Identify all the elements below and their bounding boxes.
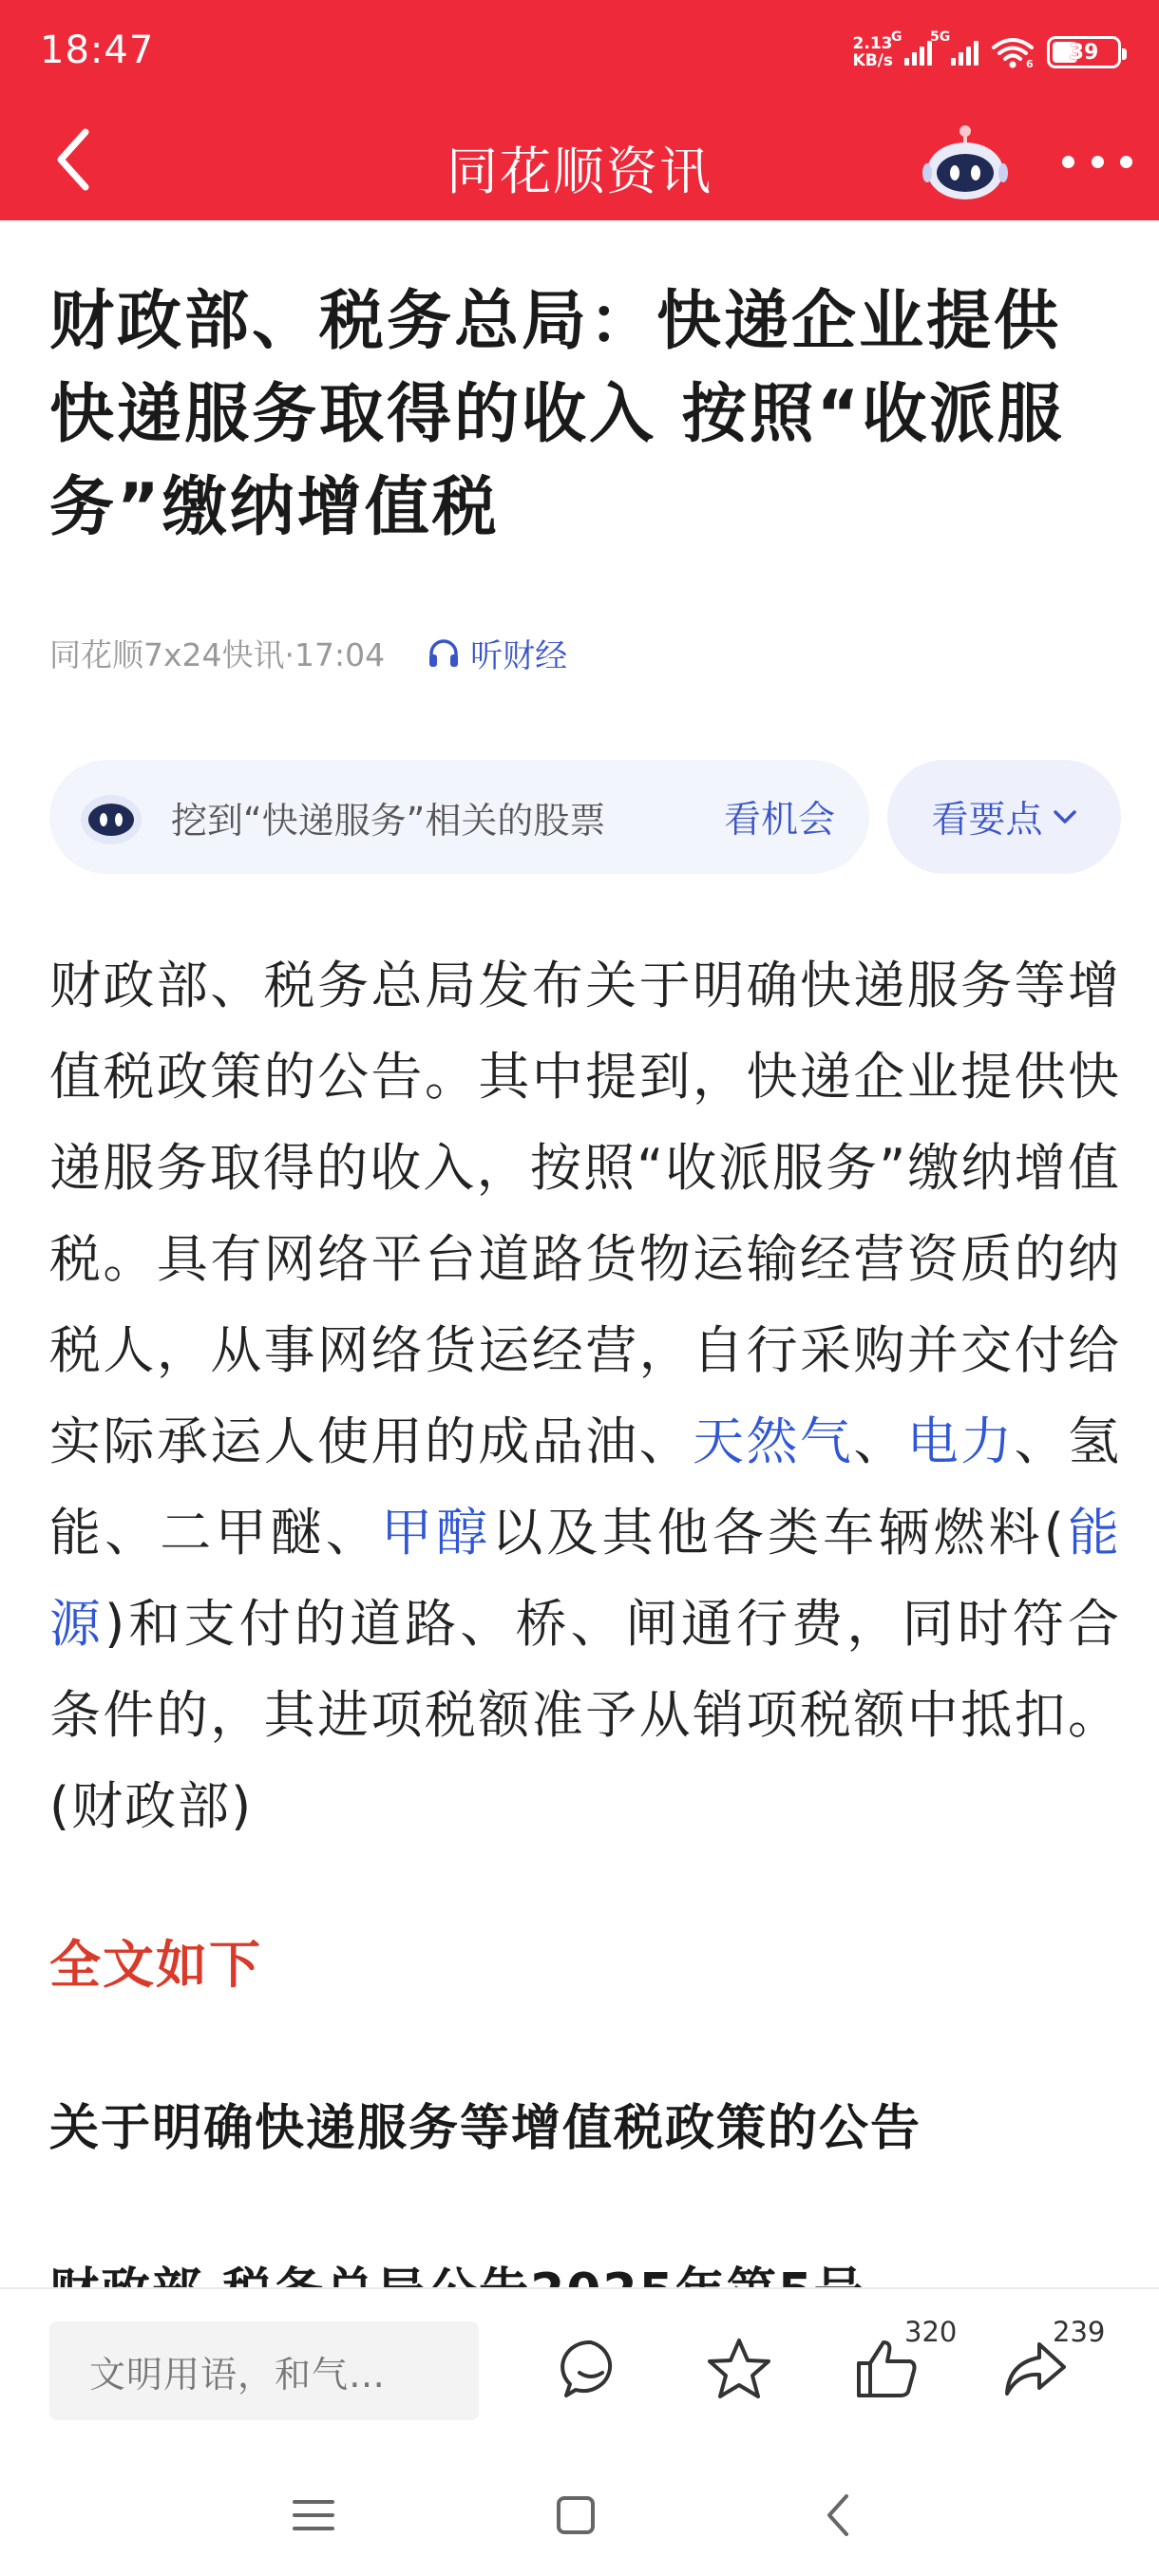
battery-level: 39 bbox=[1069, 40, 1099, 65]
comment-input[interactable]: 文明用语，和气… bbox=[49, 2321, 479, 2420]
menu-icon bbox=[291, 2496, 336, 2534]
network-speed-unit: KB/s bbox=[852, 51, 893, 70]
more-dots-icon bbox=[1062, 156, 1074, 168]
network-speed-value: 2.13 bbox=[852, 34, 893, 53]
like-button[interactable] bbox=[840, 2316, 958, 2416]
system-nav-bar bbox=[0, 2454, 1159, 2576]
app-header bbox=[0, 0, 1159, 220]
signal-tag: G bbox=[891, 29, 902, 45]
ai-robot-icon bbox=[78, 784, 144, 850]
star-icon bbox=[705, 2335, 773, 2403]
bottom-action-bar bbox=[0, 2287, 1159, 2454]
home-button[interactable] bbox=[538, 2477, 614, 2553]
ai-assistant-button[interactable] bbox=[922, 118, 1013, 209]
keyword-link-electricity[interactable]: 电力 bbox=[906, 1411, 1015, 1471]
keyword-link-natural-gas[interactable]: 天然气 bbox=[693, 1411, 854, 1471]
battery-icon bbox=[1047, 36, 1121, 68]
article-meta bbox=[49, 629, 1121, 676]
key-points-button[interactable] bbox=[887, 760, 1121, 874]
comment-bubble-icon bbox=[559, 2337, 623, 2401]
body-separator: 、 bbox=[853, 1411, 907, 1471]
document-title: 关于明确快递服务等增值税政策的公告 bbox=[49, 2100, 922, 2157]
keyword-link-methanol[interactable]: 甲醇 bbox=[380, 1503, 492, 1563]
body-text-2: 、氢能、二甲醚、 bbox=[49, 1411, 1122, 1563]
like-count: 320 bbox=[904, 2316, 958, 2348]
signal-icon bbox=[891, 29, 932, 66]
article bbox=[49, 275, 1122, 2157]
share-count: 239 bbox=[1053, 2316, 1106, 2348]
signal-5g-icon bbox=[930, 29, 978, 66]
key-points-label: 看要点 bbox=[931, 799, 1043, 842]
see-opportunity-link[interactable]: 看机会 bbox=[723, 799, 835, 842]
wifi-icon bbox=[990, 36, 1036, 68]
ai-robot-icon bbox=[922, 118, 1013, 209]
favorite-button[interactable] bbox=[692, 2321, 787, 2416]
wifi-tag: 6 bbox=[1026, 58, 1034, 68]
keyword-link-energy[interactable]: 能源 bbox=[49, 1503, 1122, 1654]
article-body bbox=[49, 940, 1121, 1852]
signal-5g-tag: 5G bbox=[930, 29, 951, 45]
comment-button[interactable] bbox=[543, 2321, 638, 2416]
section-heading: 全文如下 bbox=[49, 1935, 262, 1995]
body-text-4: )和支付的道路、桥、闸通行费，同时符合条件的，其进项税额准予从销项税额中抵扣。(财政部) bbox=[49, 1594, 1121, 1836]
body-text-3: 以及其他各类车辆燃料( bbox=[491, 1503, 1066, 1563]
more-button[interactable] bbox=[1062, 133, 1132, 190]
article-headline: 财政部、税务总局：快递企业提供快递服务取得的收入 按照“收派服务”缴纳增值税 bbox=[49, 284, 1065, 545]
ai-stock-pill[interactable] bbox=[49, 760, 869, 874]
system-back-button[interactable] bbox=[800, 2477, 876, 2553]
listen-label: 听财经 bbox=[470, 636, 568, 675]
chevron-down-icon bbox=[1053, 808, 1077, 825]
share-button[interactable] bbox=[988, 2316, 1106, 2416]
status-icons bbox=[853, 28, 1121, 76]
listen-button[interactable] bbox=[427, 630, 567, 676]
ai-suggestion-row bbox=[49, 760, 1121, 874]
nav-bar bbox=[0, 104, 1159, 220]
network-speed bbox=[853, 35, 893, 69]
status-time: 18:47 bbox=[40, 28, 155, 72]
page-title: 同花顺资讯 bbox=[446, 142, 712, 201]
recent-apps-button[interactable] bbox=[276, 2477, 352, 2553]
headphones-icon bbox=[427, 636, 461, 669]
ai-prompt-text: 挖到“快递服务”相关的股票 bbox=[171, 799, 606, 842]
status-bar bbox=[0, 0, 1159, 104]
body-text-1: 财政部、税务总局发布关于明确快递服务等增值税政策的公告。其中提到，快递企业提供快递服务取得的收入，按照“收派服务”缴纳增值税。具有网络平台道路货物运输经营资质的纳税人，从事网络货运经营，自行采购并交付给实际承运人使用的成品油、 bbox=[49, 956, 1121, 1471]
square-home-icon bbox=[555, 2494, 597, 2536]
article-source: 同花顺7x24快讯·17:04 bbox=[49, 635, 386, 673]
back-arrow-icon bbox=[824, 2492, 852, 2538]
more-dot bbox=[1092, 156, 1104, 168]
more-dot bbox=[1120, 156, 1132, 168]
